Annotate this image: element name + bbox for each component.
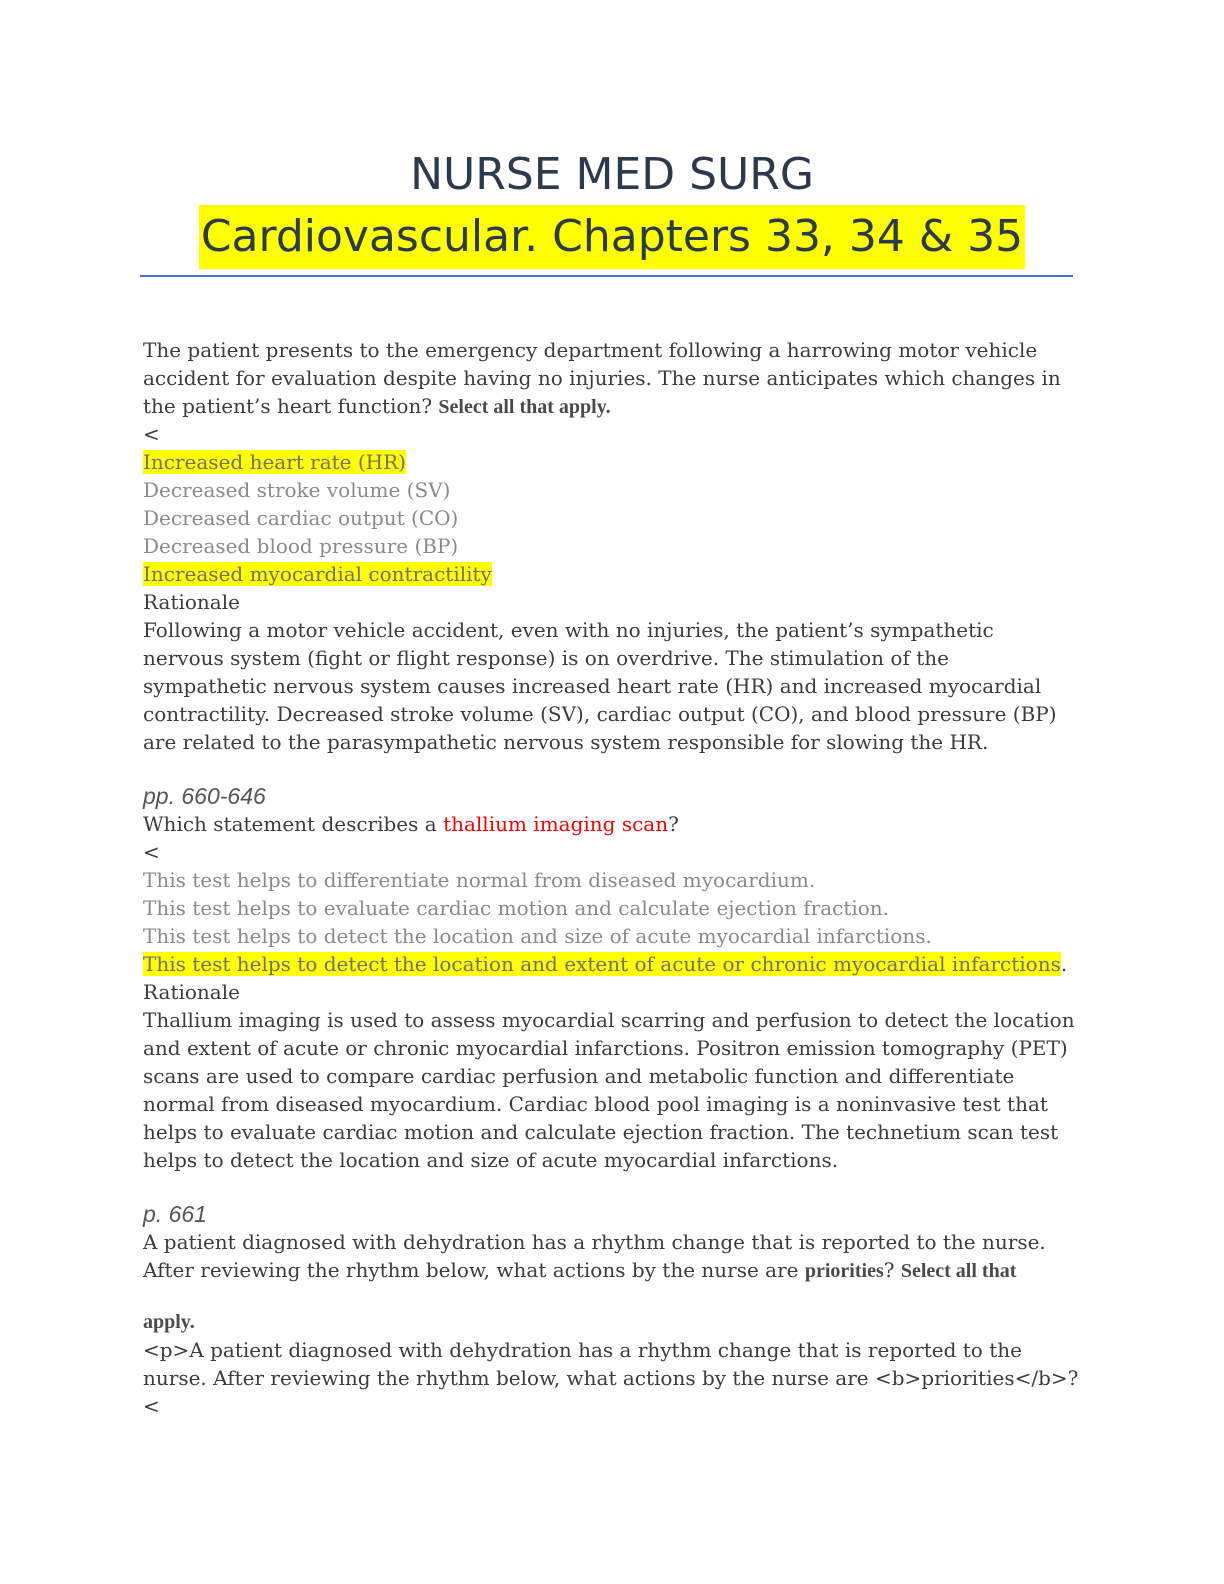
q1-option: Decreased cardiac output (CO) — [143, 506, 459, 530]
q1-stem-line: accident for evaluation despite having no injuries. The nurse anticipates which changes in — [143, 366, 1061, 390]
q2-rationale-label: Rationale — [143, 980, 240, 1004]
q3-stem-instruction: Select all that — [900, 1260, 1017, 1282]
q3-stem-punct: ? — [883, 1258, 901, 1282]
q3-stem-emphasis: priorities — [804, 1260, 884, 1282]
q1-stem-line: The patient presents to the emergency department following a harrowing motor vehicle — [143, 338, 1038, 362]
q2-stem-text: Which statement describes a — [143, 812, 444, 836]
q3-raw-line: <p>A patient diagnosed with dehydration has a rhythm change that is reported to the — [143, 1338, 1022, 1362]
q2-rationale-line: normal from diseased myocardium. Cardiac blood pool imaging is a noninvasive test that — [143, 1092, 1048, 1116]
q2-option-tail: . — [1060, 952, 1068, 976]
q3-marker: < — [143, 1394, 160, 1418]
document-subtitle: Cardiovascular. Chapters 33, 34 & 35 — [199, 205, 1025, 269]
q2-rationale-line: scans are used to compare cardiac perfusion and metabolic function and differentiate — [143, 1064, 1015, 1088]
q2-rationale-line: helps to detect the location and size of acute myocardial infarctions. — [143, 1148, 839, 1172]
q2-marker: < — [143, 840, 160, 864]
q1-option-correct — [143, 560, 1078, 588]
q1-option-text: Increased myocardial contractility — [143, 562, 492, 586]
q2-stem — [143, 810, 1078, 838]
q1-page-reference: pp. 660-646 — [143, 783, 266, 809]
q1-rationale-line: contractility. Decreased stroke volume (SV), cardiac output (CO), and blood pressure (BP) — [143, 702, 1057, 726]
spacer — [143, 756, 1078, 782]
q2-rationale-line: and extent of acute or chronic myocardial infarctions. Positron emission tomography (PET) — [143, 1036, 1068, 1060]
q1-marker: < — [143, 422, 160, 446]
q2-stem-end: ? — [668, 812, 679, 836]
question-1 — [143, 336, 1078, 756]
q2-option: This test helps to evaluate cardiac motion and calculate ejection fraction. — [143, 896, 890, 920]
document-body — [143, 336, 1078, 1420]
q2-option: This test helps to differentiate normal from diseased myocardium. — [143, 868, 816, 892]
spacer — [143, 1174, 1078, 1200]
q2-option-text: This test helps to detect the location and extent of acute or chronic myocardial infarctions — [143, 952, 1061, 976]
q1-option-text: Increased heart rate (HR) — [143, 450, 406, 474]
q3-stem-text: After reviewing the rhythm below, what actions by the nurse are — [143, 1258, 805, 1282]
q1-rationale-line: Following a motor vehicle accident, even with no injuries, the patient’s sympathetic — [143, 618, 994, 642]
q1-rationale-label: Rationale — [143, 590, 240, 614]
q1-rationale-line: are related to the parasympathetic nervous system responsible for slowing the HR. — [143, 730, 989, 754]
q1-stem-text: the patient’s heart function? — [143, 394, 439, 418]
q2-rationale-line: helps to evaluate cardiac motion and calculate ejection fraction. The technetium scan test — [143, 1120, 1059, 1144]
q2-option: This test helps to detect the location and size of acute myocardial infarctions. — [143, 924, 932, 948]
q3-stem-line — [143, 1256, 1078, 1284]
spacer — [143, 1284, 1078, 1308]
q1-stem-instruction: Select all that apply. — [438, 396, 611, 418]
q2-rationale-line: Thallium imaging is used to assess myocardial scarring and perfusion to detect the location — [143, 1008, 1075, 1032]
q1-rationale-line: nervous system (fight or flight response) is on overdrive. The stimulation of the — [143, 646, 949, 670]
document-title: NURSE MED SURG — [410, 149, 814, 200]
q3-raw-line: nurse. After reviewing the rhythm below, what actions by the nurse are <b>priorities</b>? — [143, 1366, 1079, 1390]
q2-option-correct — [143, 950, 1078, 978]
question-3 — [143, 1200, 1078, 1420]
q1-option: Decreased stroke volume (SV) — [143, 478, 451, 502]
q1-option: Decreased blood pressure (BP) — [143, 534, 459, 558]
q2-page-reference: p. 661 — [143, 1201, 207, 1227]
q3-stem-line: A patient diagnosed with dehydration has a rhythm change that is reported to the nurse. — [143, 1230, 1046, 1254]
title-divider — [140, 275, 1073, 277]
subtitle-wrap — [0, 205, 1224, 269]
q3-stem-instruction-end: apply. — [143, 1311, 195, 1333]
q1-option-correct — [143, 448, 1078, 476]
q1-rationale-line: sympathetic nervous system causes increased heart rate (HR) and increased myocardial — [143, 674, 1042, 698]
q1-stem-line — [143, 392, 1078, 420]
question-2 — [143, 782, 1078, 1174]
q2-stem-keyword: thallium imaging scan — [443, 812, 669, 836]
